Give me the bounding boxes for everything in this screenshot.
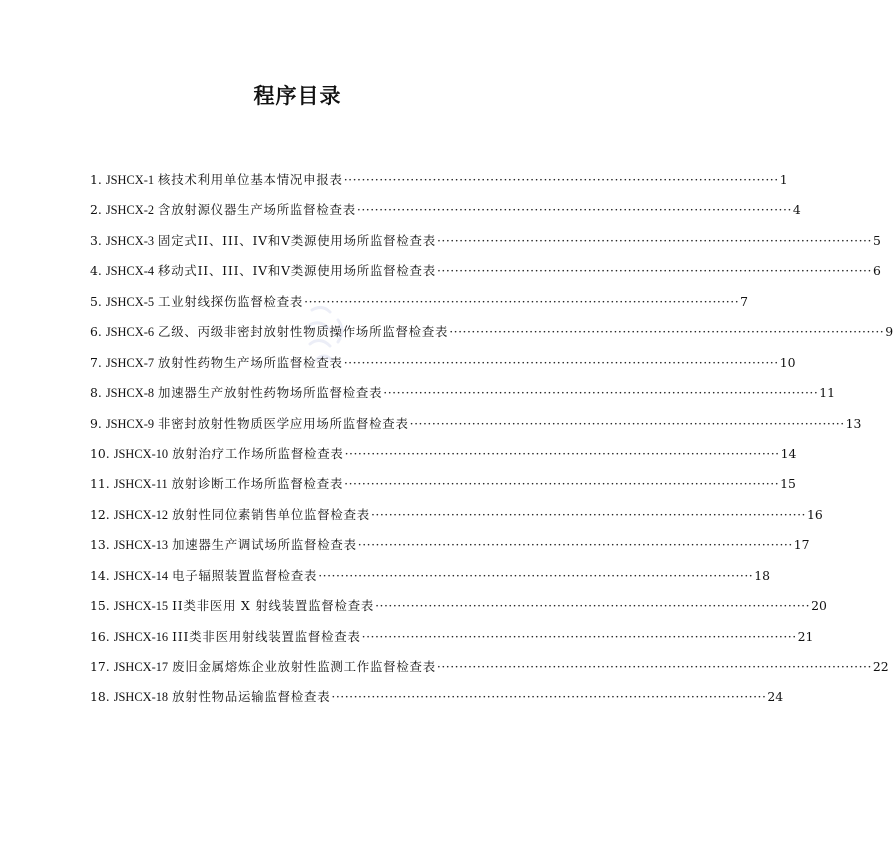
toc-entry[interactable] xyxy=(90,687,784,706)
toc-entry-page: 6 xyxy=(872,263,881,279)
toc-entry[interactable] xyxy=(90,627,814,646)
toc-dot-leader xyxy=(357,202,792,217)
toc-entry-title: 乙级、丙级非密封放射性物质操作场所监督检查表 xyxy=(158,324,449,340)
toc-entry-page: 20 xyxy=(811,598,827,614)
toc-entry-number: 14. xyxy=(90,567,110,583)
toc-entry-code: JSHCX-3 xyxy=(105,233,155,248)
toc-dot-leader xyxy=(437,233,872,248)
toc-entry[interactable] xyxy=(90,383,836,402)
table-of-contents xyxy=(90,170,893,718)
toc-entry-page: 15 xyxy=(780,476,796,492)
toc-entry[interactable] xyxy=(90,474,796,493)
toc-entry-page: 10 xyxy=(779,354,796,370)
toc-entry-code: JSHCX-16 xyxy=(113,629,169,644)
toc-entry-title: 电子辐照装置监督检查表 xyxy=(172,567,318,583)
toc-entry-page: 4 xyxy=(792,202,801,218)
toc-entry-title: 固定式II、III、IV和V类源使用场所监督检查表 xyxy=(158,232,436,248)
toc-entry-title: 含放射源仪器生产场所监督检查表 xyxy=(158,202,356,218)
toc-entry-code: JSHCX-12 xyxy=(113,507,169,522)
toc-dot-leader xyxy=(304,294,739,309)
toc-entry-title: 移动式II、III、IV和V类源使用场所监督检查表 xyxy=(158,263,436,279)
toc-entry-code: JSHCX-6 xyxy=(105,325,155,340)
toc-entry-title: 非密封放射性物质医学应用场所监督检查表 xyxy=(158,415,409,431)
toc-entry-number: 6. xyxy=(90,324,102,340)
toc-entry-page: 17 xyxy=(793,537,810,553)
toc-dot-leader xyxy=(331,689,766,704)
toc-entry[interactable] xyxy=(90,596,827,615)
toc-entry-title: II类非医用 X 射线装置监督检查表 xyxy=(172,598,375,614)
toc-entry-page: 1 xyxy=(779,172,788,187)
toc-dot-leader xyxy=(362,629,797,644)
toc-entry-number: 11. xyxy=(90,476,110,492)
toc-entry-code: JSHCX-7 xyxy=(105,355,155,370)
toc-entry-code: JSHCX-8 xyxy=(105,386,155,401)
toc-entry-code: JSHCX-18 xyxy=(113,690,169,705)
toc-entry[interactable] xyxy=(90,444,797,463)
toc-entry-number: 4. xyxy=(90,263,102,279)
toc-entry-number: 1. xyxy=(90,172,102,187)
toc-entry-number: 9. xyxy=(90,415,102,431)
toc-entry-page: 5 xyxy=(872,232,881,248)
toc-entry-code: JSHCX-17 xyxy=(113,660,169,674)
toc-dot-leader xyxy=(383,385,818,400)
toc-entry-code: JSHCX-5 xyxy=(105,294,155,309)
toc-dot-leader xyxy=(371,507,806,522)
toc-entry-page: 18 xyxy=(754,567,770,583)
toc-entry-page: 13 xyxy=(845,415,862,431)
toc-entry-code: JSHCX-10 xyxy=(113,446,169,461)
toc-entry-page: 22 xyxy=(872,659,889,674)
toc-entry[interactable] xyxy=(90,505,823,524)
toc-entry-number: 2. xyxy=(90,202,102,218)
toc-dot-leader xyxy=(410,416,845,431)
toc-entry-title: III类非医用射线装置监督检查表 xyxy=(172,628,361,644)
toc-dot-leader xyxy=(344,172,779,187)
toc-entry-page: 7 xyxy=(740,293,749,309)
toc-dot-leader xyxy=(437,659,872,674)
toc-entry-number: 5. xyxy=(90,293,102,309)
toc-entry-number: 16. xyxy=(90,628,110,644)
faint-stamp-watermark-icon xyxy=(298,300,358,380)
toc-entry[interactable] xyxy=(90,414,862,433)
toc-entry-title: 放射性同位素销售单位监督检查表 xyxy=(172,506,370,522)
toc-entry-page: 14 xyxy=(780,445,797,461)
toc-entry[interactable] xyxy=(90,535,810,554)
toc-entry-number: 15. xyxy=(90,598,110,614)
toc-entry-title: 放射性物品运输监督检查表 xyxy=(172,689,331,705)
toc-entry-page: 16 xyxy=(806,506,823,522)
toc-entry-title: 核技术利用单位基本情况申报表 xyxy=(158,172,343,187)
toc-entry-title: 加速器生产调试场所监督检查表 xyxy=(172,537,357,553)
toc-entry-number: 18. xyxy=(90,689,110,705)
toc-entry-page: 21 xyxy=(797,628,814,644)
toc-entry-number: 8. xyxy=(90,385,102,401)
toc-dot-leader xyxy=(437,263,872,278)
toc-entry-number: 10. xyxy=(90,445,110,461)
toc-entry-code: JSHCX-1 xyxy=(105,173,155,187)
toc-entry-code: JSHCX-14 xyxy=(113,568,169,583)
toc-entry-code: JSHCX-4 xyxy=(105,264,155,279)
page-title: 程序目录 xyxy=(253,84,342,108)
toc-entry-title: 放射性药物生产场所监督检查表 xyxy=(158,354,343,370)
toc-entry-number: 12. xyxy=(90,506,110,522)
toc-dot-leader xyxy=(358,537,793,552)
toc-entry[interactable] xyxy=(90,261,881,280)
toc-entry-page: 11 xyxy=(819,385,836,401)
toc-entry[interactable] xyxy=(90,231,881,250)
toc-entry-title: 工业射线探伤监督检查表 xyxy=(158,293,304,309)
toc-entry[interactable] xyxy=(90,566,770,585)
toc-entry-code: JSHCX-11 xyxy=(113,477,168,492)
toc-entry-title: 加速器生产放射性药物场所监督检查表 xyxy=(158,385,383,401)
toc-entry-code: JSHCX-13 xyxy=(113,538,169,553)
toc-entry-number: 13. xyxy=(90,537,110,553)
toc-entry-code: JSHCX-9 xyxy=(105,416,155,431)
toc-entry-title: 放射诊断工作场所监督检查表 xyxy=(171,476,344,492)
toc-entry[interactable] xyxy=(90,170,788,189)
toc-dot-leader xyxy=(344,355,779,370)
toc-entry-page: 24 xyxy=(767,689,784,705)
toc-entry-page: 9 xyxy=(885,324,893,340)
toc-entry-code: JSHCX-15 xyxy=(113,599,169,614)
toc-entry-number: 3. xyxy=(90,232,102,248)
toc-entry[interactable] xyxy=(90,200,801,219)
toc-entry-title: 废旧金属熔炼企业放射性监测工作监督检查表 xyxy=(172,659,436,674)
toc-dot-leader xyxy=(449,324,884,339)
toc-dot-leader xyxy=(344,476,779,491)
toc-entry-title: 放射治疗工作场所监督检查表 xyxy=(172,445,344,461)
toc-dot-leader xyxy=(375,598,810,613)
toc-entry[interactable] xyxy=(90,657,889,676)
toc-entry-number: 17. xyxy=(90,659,110,674)
toc-dot-leader xyxy=(318,568,753,583)
toc-entry-code: JSHCX-2 xyxy=(105,203,155,218)
toc-entry-number: 7. xyxy=(90,354,102,370)
toc-dot-leader xyxy=(345,446,780,461)
